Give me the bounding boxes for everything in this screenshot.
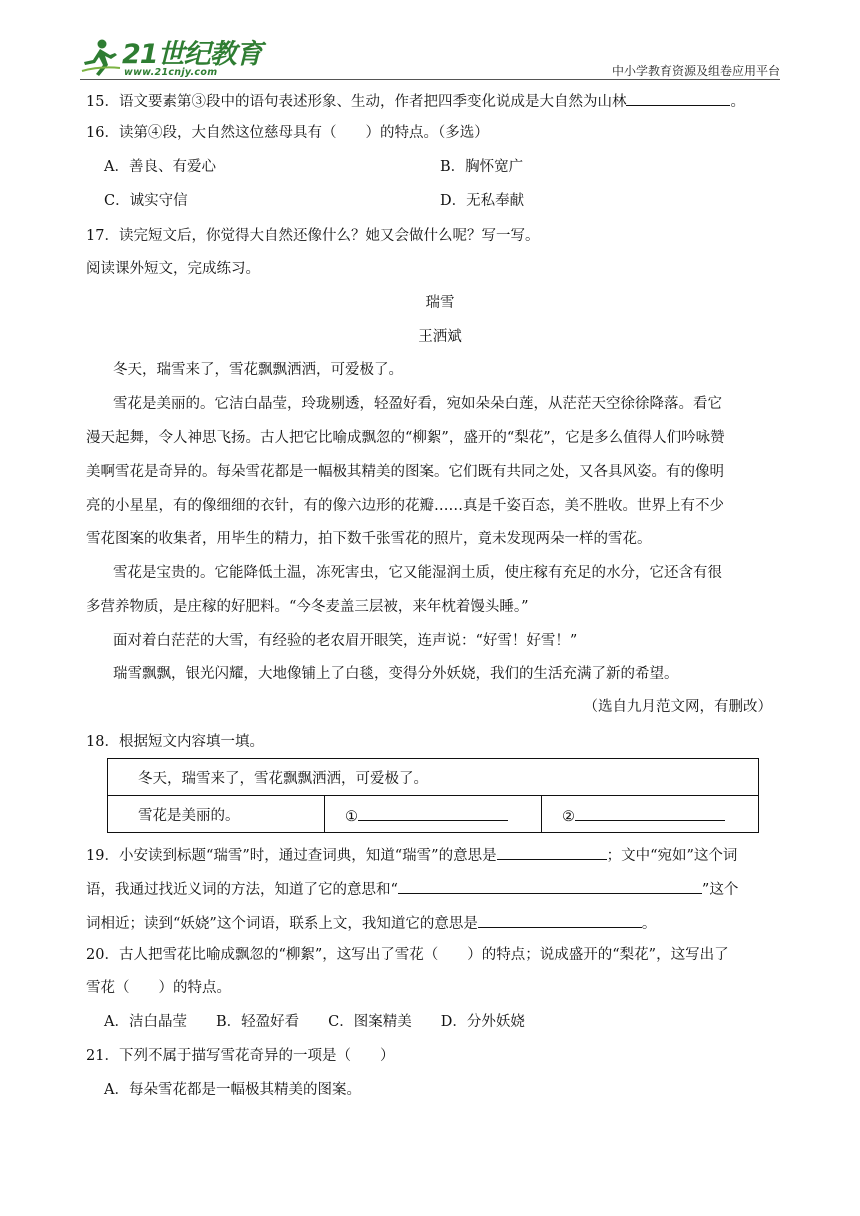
question-20-line-1: 20．古人把雪花比喻成飘忽的“柳絮”，这写出了雪花（ ）的特点；说成盛开的“梨花”，这写出了 [86, 947, 729, 963]
question-20-options: A．洁白晶莹 B．轻盈好看 C．图案精美 D．分外妖娆 [104, 1014, 525, 1030]
article-paragraph-2-line-1: 雪花是美丽的。它洁白晶莹，玲珑剔透，轻盈好看，宛如朵朵白莲，从茫茫天空徐徐降落。看它 [113, 396, 722, 412]
reading-intro: 阅读课外短文，完成练习。 [86, 261, 260, 277]
option-16-b: B．胸怀宽广 [440, 159, 524, 175]
circled-two: ② [562, 808, 575, 825]
logo-url: www.21cnjy.com [124, 67, 218, 78]
question-19-line-2 [86, 877, 738, 900]
answer-blank [478, 911, 642, 928]
logo [80, 36, 262, 80]
fill-in-table [107, 758, 759, 833]
question-19-text: 。 [641, 916, 657, 932]
question-19-line-1 [86, 843, 737, 866]
table-cell: 冬天，瑞雪来了，雪花飘飘洒洒，可爱极了。 [108, 759, 759, 796]
question-21: 21．下列不属于描写雪花奇异的一项是（ ） [86, 1048, 395, 1064]
question-15 [86, 89, 745, 112]
article-author: 王洒斌 [418, 329, 462, 345]
question-19-text: ；文中“宛如”这个词 [606, 848, 738, 864]
article-source: （选自九月范文网，有删改） [583, 699, 772, 715]
article-paragraph-2-line-2: 漫天起舞，令人神思飞扬。古人把它比喻成飘忽的“柳絮”，盛开的“梨花”，它是多么值得人们吟咏赞 [86, 430, 725, 446]
question-16: 16．读第④段，大自然这位慈母具有（ ）的特点。（多选） [86, 125, 489, 141]
question-18: 18．根据短文内容填一填。 [86, 734, 264, 750]
article-paragraph-2-line-4: 亮的小星星，有的像细细的衣针，有的像六边形的花瓣……真是千姿百态，美不胜收。世界上有不少 [86, 498, 724, 514]
article-paragraph-2-line-5: 雪花图案的收集者，用毕生的精力，拍下数千张雪花的照片，竟未发现两朵一样的雪花。 [86, 531, 652, 547]
table-row [108, 796, 759, 833]
question-19-text: 19．小安读到标题“瑞雪”时，通过查词典，知道“瑞雪”的意思是 [86, 848, 497, 864]
question-15-end: 。 [730, 94, 745, 110]
answer-blank [575, 804, 725, 821]
answer-blank [398, 877, 702, 894]
article-paragraph-3-line-2: 多营养物质，是庄稼的好肥料。“今冬麦盖三层被，来年枕着馒头睡。” [86, 599, 529, 615]
article-paragraph-4: 面对着白茫茫的大雪，有经验的老农眉开眼笑，连声说：“好雪！好雪！” [113, 633, 578, 649]
page-header [80, 36, 780, 80]
option-21-a: A．每朵雪花都是一幅极其精美的图案。 [104, 1082, 361, 1098]
circled-one: ① [345, 808, 358, 825]
logo-text: 21世纪教育 [122, 39, 262, 70]
answer-blank [626, 89, 730, 106]
question-19-text: 词相近；读到“妖娆”这个词语，联系上文，我知道它的意思是 [86, 916, 478, 932]
table-cell: 雪花是美丽的。 [108, 796, 325, 833]
question-19-text: ”这个 [701, 882, 739, 898]
answer-blank [358, 804, 508, 821]
answer-blank [497, 843, 607, 860]
question-19-line-3 [86, 911, 656, 934]
table-row [108, 759, 759, 796]
article-paragraph-5: 瑞雪飘飘，银光闪耀，大地像铺上了白毯，变得分外妖娆，我们的生活充满了新的希望。 [113, 666, 679, 682]
article-paragraph-1: 冬天，瑞雪来了，雪花飘飘洒洒，可爱极了。 [113, 362, 403, 378]
header-divider [80, 79, 780, 80]
runner-logo-icon [80, 38, 126, 78]
question-15-text: 15．语文要素第③段中的语句表述形象、生动，作者把四季变化说成是大自然为山林 [86, 94, 627, 110]
article-title: 瑞雪 [425, 295, 455, 311]
question-19-text: 语，我通过找近义词的方法，知道了它的意思和“ [86, 882, 398, 898]
platform-caption: 中小学教育资源及组卷应用平台 [611, 64, 780, 78]
table-cell-answer-1[interactable] [325, 796, 542, 833]
option-16-d: D．无私奉献 [440, 193, 525, 209]
article-paragraph-2-line-3: 美啊雪花是奇异的。每朵雪花都是一幅极其精美的图案。它们既有共同之处，又各具风姿。有的像明 [86, 464, 724, 480]
table-cell-answer-2[interactable] [542, 796, 759, 833]
option-16-c: C．诚实守信 [104, 193, 188, 209]
question-17: 17．读完短文后，你觉得大自然还像什么？她又会做什么呢？写一写。 [86, 228, 540, 244]
article-paragraph-3-line-1: 雪花是宝贵的。它能降低土温，冻死害虫，它又能湿润土质，使庄稼有充足的水分，它还含有很 [113, 565, 722, 581]
option-16-a: A．善良、有爱心 [104, 159, 216, 175]
question-20-line-2: 雪花（ ）的特点。 [86, 980, 231, 996]
